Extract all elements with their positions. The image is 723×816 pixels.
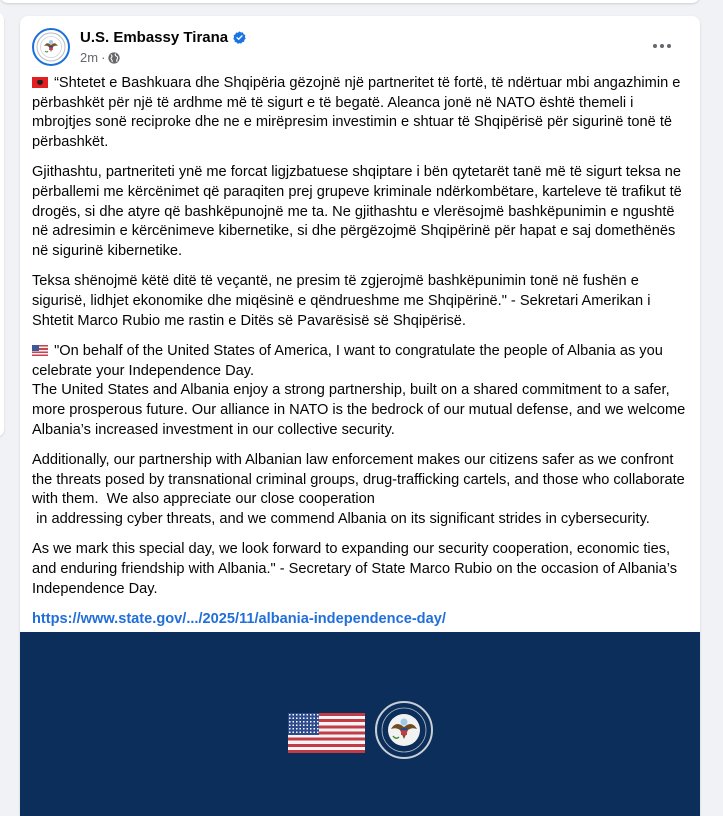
department-of-state-seal-image [375,701,433,759]
paragraph-text: Teksa shënojmë këtë ditë të veçantë, ne presim të zgjerojmë bashkëpunimin tonë në fushën e sigurisë, lidhjet ekonomike dhe miqësinë e qëndrueshme me Shqipërinë." - Sekretari Amerikan i Shtetit Marco Rubio me rastin e Ditës së Pavarësisë së Shqipërisë. [32,273,655,329]
post-link-paragraph [32,610,688,630]
paragraph-text: “Shtetet e Bashkuara dhe Shqipëria gëzojnë një partneritet të fortë, të ndërtuar mbi angazhimin e përbashkët për një të ardhme më të sigurt e të begatë. Aleanca jonë në NATO është themeli i mbrojtjes sonë reciproke dhe ne e mirëpresim investimin e shtuar të Shqipërisë për sigurinë tonë të përbashkët. [32,75,685,150]
post-paragraph [32,163,688,261]
post-message [32,74,688,641]
post-paragraph [32,342,688,440]
paragraph-text: Additionally, our partnership with Albanian law enforcement makes our citizens safer as we confront the threats posed by transnational criminal groups, drug-trafficking cartels, and those who collaborate with them. We also appreciate our close cooperation in addressing cyber threats, and we commend Albania on its significant strides in cybersecurity. [32,452,685,527]
post-timestamp[interactable]: 2m [80,50,99,65]
author-name[interactable]: U.S. Embassy Tirana [80,29,229,46]
state-department-seal-icon [36,32,66,62]
eagle-seal-icon [379,705,429,755]
more-dot [660,44,664,48]
post-media-image[interactable] [20,632,700,816]
paragraph-text: "On behalf of the United States of America, I want to congratulate the people of Albania as you celebrate your Independence Day. The United States and Albania enjoy a strong partnership, built on a shared commitment to a safer, more prosperous future. Our alliance in NATO is the bedrock of our mutual defense, and we welcome Albania’s increased investment in our collective security. [32,343,686,438]
post-paragraph [32,540,688,599]
flag-canton [288,713,319,735]
more-horizontal-icon [653,44,657,48]
globe-icon[interactable] [108,52,120,64]
albania-flag-icon [32,77,48,88]
more-dot [667,44,671,48]
left-sidebar-card [0,12,4,437]
verified-badge-icon [233,31,246,44]
post-paragraph [32,451,688,529]
more-options-button[interactable] [644,32,680,60]
paragraph-text: As we mark this special day, we look forward to expanding our security cooperation, economic ties, and enduring friendship with Albania." - Secretary of State Marco Rubio on the occasion of Albania’s Independence Day. [32,541,682,597]
post-paragraph [32,74,688,152]
avatar[interactable] [32,28,70,66]
article-link[interactable]: https://www.state.gov/.../2025/11/albania-independence-day/ [32,611,446,628]
us-flag-image [288,713,365,753]
post-header [32,28,688,68]
us-flag-icon [32,345,48,356]
post-paragraph [32,272,688,331]
paragraph-text: Gjithashtu, partneriteti ynë me forcat ligjzbatuese shqiptare i bën qytetarët tanë më të sigurt teksa ne përballemi me kërcënimet që paraqiten prej grupeve kriminale ndërkombëtare, karteleve të trafikut të drogës, si dhe atyre që bashkëpunojnë me ta. Ne gjithashtu e vlerësojmë bashkëpunimin e ngushtë në adresimin e kërcënimeve kibernetike, si dhe përgëzojmë Shqipërinë për hapat e saj domethënës në sigurinë kibernetike. [32,164,686,259]
meta-separator: · [101,50,106,65]
previous-post-card [0,0,700,3]
post-card [20,16,700,816]
